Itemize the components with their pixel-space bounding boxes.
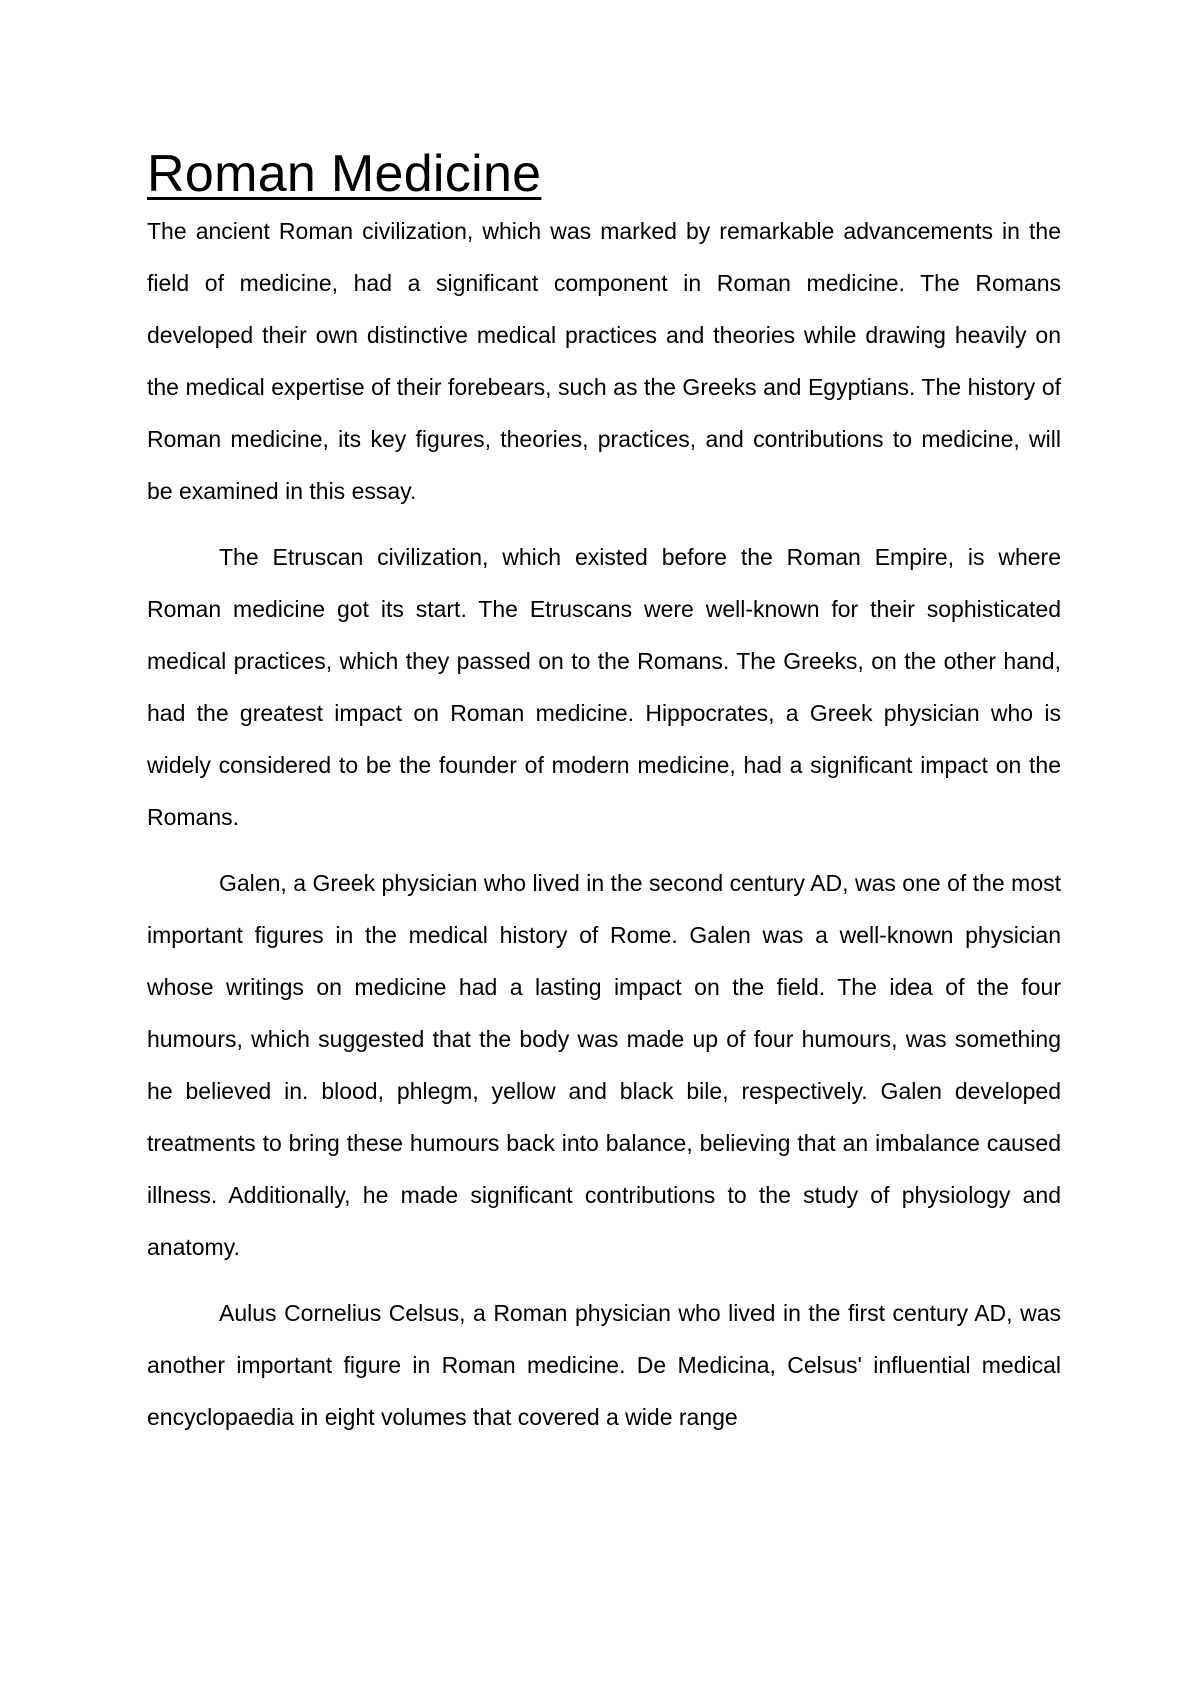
paragraph-etruscan-origins: The Etruscan civilization, which existed before the Roman Empire, is where Roman medicine got its start. The Etruscans were well-known for their sophisticated medical practices, which they passed on to the Romans. The Greeks, on the other hand, had the greatest impact on Roman medicine. Hippocrates, a Greek physician who is widely considered to be the founder of modern medicine, had a significant impact on the Romans. — [147, 544, 1061, 830]
paragraph-celsus: Aulus Cornelius Celsus, a Roman physician who lived in the first century AD, was another important figure in Roman medicine. De Medicina, Celsus' influential medical encyclopaedia in eight volumes that covered a wide range — [147, 1300, 1061, 1430]
paragraph-intro: The ancient Roman civilization, which was marked by remarkable advancements in the field of medicine, had a significant component in Roman medicine. The Romans developed their own distinctive medical practices and theories while drawing heavily on the medical expertise of their forebears, such as the Greeks and Egyptians. The history of Roman medicine, its key figures, theories, practices, and contributions to medicine, will be examined in this essay. — [147, 218, 1061, 504]
document-title: Roman Medicine — [147, 145, 542, 203]
document-body — [147, 143, 1061, 1457]
paragraph-galen: Galen, a Greek physician who lived in the second century AD, was one of the most important figures in the medical history of Rome. Galen was a well-known physician whose writings on medicine had a lasting impact on the field. The idea of the four humours, which suggested that the body was made up of four humours, was something he believed in. blood, phlegm, yellow and black bile, respectively. Galen developed treatments to bring these humours back into balance, believing that an imbalance caused illness. Additionally, he made significant contributions to the study of physiology and anatomy. — [147, 870, 1061, 1260]
